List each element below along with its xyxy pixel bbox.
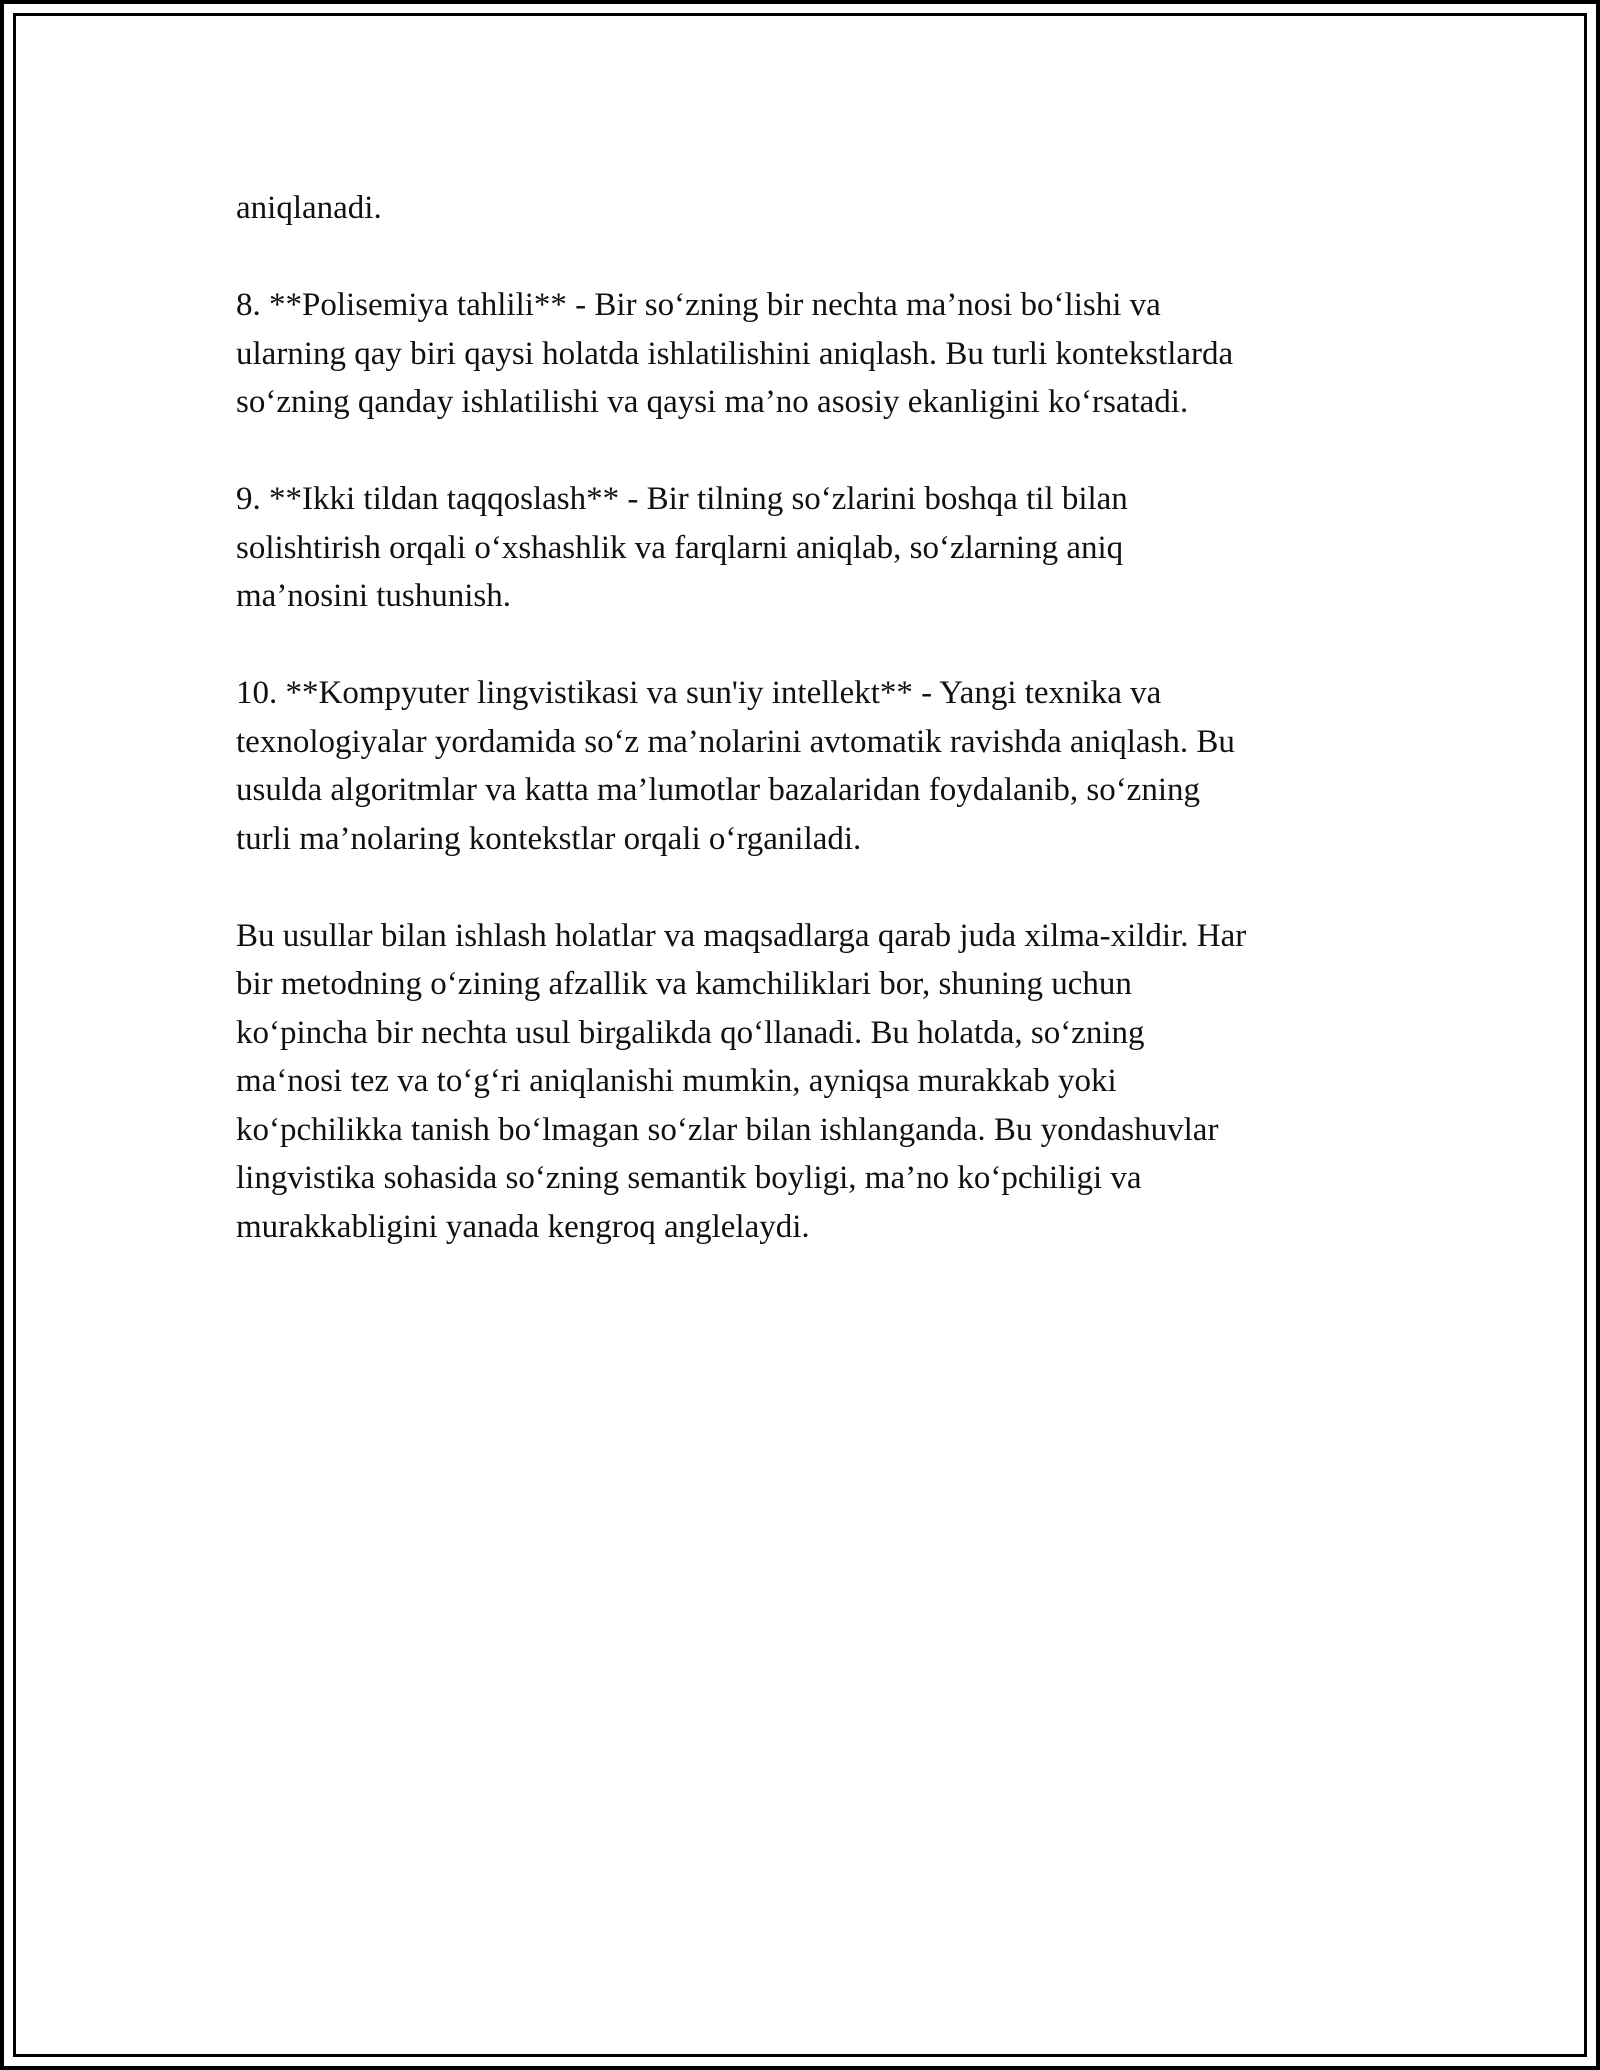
- paragraph-item-8: [236, 281, 1376, 427]
- paragraph-continuation: [236, 184, 1376, 233]
- text-line: ko‘pchilikka tanish bo‘lmagan so‘zlar bilan ishlanganda. Bu yondashuvlar: [236, 1111, 1219, 1148]
- text-line: 10. **Kompyuter lingvistikasi va sun'iy intellekt** - Yangi texnika va: [236, 675, 1162, 711]
- text-line: Bu usullar bilan ishlash holatlar va maqsadlarga qarab juda xilma-xildir. Har: [236, 917, 1247, 954]
- paragraph-item-9: [236, 475, 1376, 621]
- text-line: turli ma’nolaring kontekstlar orqali o‘rganiladi.: [236, 820, 862, 857]
- text-line: usulda algoritmlar va katta ma’lumotlar bazalaridan foydalanib, so‘zning: [236, 772, 1200, 808]
- paragraph-conclusion: [236, 912, 1376, 1252]
- text-line: aniqlanadi.: [236, 190, 382, 226]
- text-line: ko‘pincha bir nechta usul birgalikda qo‘llanadi. Bu holatda, so‘zning: [236, 1014, 1145, 1051]
- text-line: so‘zning qanday ishlatilishi va qaysi ma’no asosiy ekanligini ko‘rsatadi.: [236, 384, 1189, 420]
- text-line: bir metodning o‘zining afzallik va kamchiliklari bor, shuning uchun: [236, 966, 1132, 1002]
- text-line: 9. **Ikki tildan taqqoslash** - Bir tilning so‘zlarini boshqa til bilan: [236, 481, 1128, 517]
- text-line: solishtirish orqali o‘xshashlik va farqlarni aniqlab, so‘zlarning aniq: [236, 529, 1124, 566]
- text-line: texnologiyalar yordamida so‘z ma’nolarini avtomatik ravishda aniqlash. Bu: [236, 723, 1235, 760]
- text-line: ma‘nosi tez va to‘g‘ri aniqlanishi mumkin, ayniqsa murakkab yoki: [236, 1063, 1117, 1099]
- text-line: lingvistika sohasida so‘zning semantik boyligi, ma’no ko‘pchiligi va: [236, 1160, 1142, 1196]
- text-line: murakkabligini yanada kengroq anglelaydi.: [236, 1208, 810, 1245]
- text-line: ma’nosini tushunish.: [236, 578, 512, 614]
- text-line: ularning qay biri qaysi holatda ishlatilishini aniqlash. Bu turli kontekstlarda: [236, 335, 1234, 372]
- paragraph-item-10: [236, 669, 1376, 863]
- text-line: 8. **Polisemiya tahlili** - Bir so‘zning bir nechta ma’nosi bo‘lishi va: [236, 287, 1161, 323]
- document-body: [236, 184, 1376, 1300]
